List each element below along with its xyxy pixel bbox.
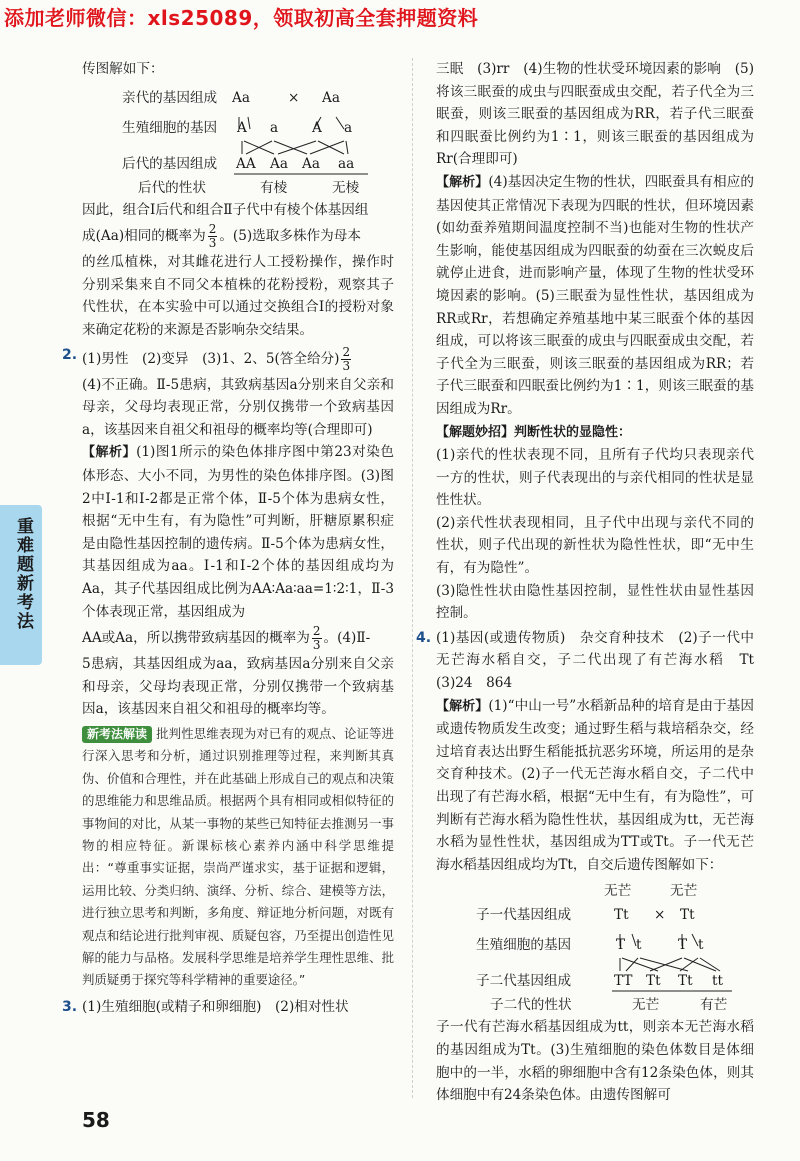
q2-answer-line2: (4)不正确。Ⅱ-5患病，其致病基因a分别来自父亲和母亲，父母均表现正常，分别仅携带一个致病基因a，该基因来自祖父和祖母的概率均等(合理即可) — [82, 376, 394, 438]
offspring-3: Aa — [302, 155, 320, 172]
side-tab — [0, 505, 42, 665]
promo-banner-text: 添加老师微信：xls25089，领取初高全套押题资料 — [4, 6, 479, 30]
offspring-2: Aa — [270, 155, 288, 172]
f2-offspring-4: tt — [712, 973, 723, 990]
cross-diagram-2 — [436, 876, 754, 994]
gamete-label: 生殖细胞的基因 — [122, 119, 218, 136]
trait-smooth: 无棱 — [332, 179, 360, 196]
gamete-3: A — [312, 119, 322, 136]
fraction-two-thirds — [208, 223, 218, 250]
parent-genotype-label: 亲代的基因组成 — [122, 89, 218, 106]
trait-awnless: 无芒 — [632, 997, 660, 1014]
para-1b — [82, 221, 394, 251]
right-column — [416, 58, 768, 1107]
q2-answer-line1 — [82, 344, 394, 374]
q3-continued: 三眠 (3)rr (4)生物的性状受环境因素的影响 (5)将该三眠蚕的成虫与四眠蚕成虫交配，若子代全为三眠蚕，则该三眠蚕的基因组成为RR，若子代三眠蚕和四眠蚕比例约为1∶1，则该三眠蚕的基因组成为Rr(合理即可) — [436, 61, 754, 168]
f2-trait-label: 子二代的性状 — [490, 997, 572, 1014]
cross-diagram-1 — [82, 81, 394, 177]
q2-analysis-b-post: 。(4)Ⅱ- — [323, 630, 371, 647]
question-3-number: 3. — [62, 998, 78, 1015]
trait-row-2 — [436, 994, 754, 1016]
q2-fraction — [341, 346, 351, 373]
offspring-trait-label: 后代的性状 — [138, 179, 206, 196]
tip-point-2: (2)亲代性状表现相同，且子代中出现与亲代不同的性状，则子代出现的新性状为隐性性状，即“无中生有，有为隐性”。 — [436, 514, 754, 577]
new-exam-note — [82, 723, 394, 992]
gamete-label-2: 生殖细胞的基因 — [476, 937, 572, 954]
para-1a: 因此，组合Ⅰ后代和组合Ⅱ子代中有棱个体基因组 — [82, 201, 369, 218]
gamete-2: a — [270, 119, 279, 136]
q2-analysis-fraction — [312, 625, 322, 652]
q4-analysis-end: 子一代有芒海水稻基因组成为tt，则亲本无芒海水稻的基因组成为Tt。(3)生殖细胞的染色体数目是体细胞中的一半，水稻的卵细胞中含有12条染色体，则其体细胞中有24条染色体。由遗传图解可 — [436, 1019, 754, 1104]
q4-analysis-tag: 【解析】 — [436, 698, 489, 714]
new-exam-note-tag: 新考法解读 — [82, 726, 152, 743]
cross-symbol-2: × — [654, 907, 666, 924]
q3-analysis-tag: 【解析】 — [436, 174, 489, 190]
q3-answer: (1)生殖细胞(或精子和卵细胞) (2)相对性状 — [82, 998, 349, 1015]
para-1b-post: 。(5)选取多株作为母本 — [219, 228, 361, 245]
tip-point-1: (1)亲代的性状表现不同，且所有子代均只表现亲代一方的性状，则子代表现出的与亲代相同的性状是显性性状。 — [436, 447, 754, 509]
parent-genotype-right: Aa — [322, 89, 340, 106]
question-3 — [62, 996, 394, 1019]
q2-analysis-frac-num: 2 — [312, 624, 321, 639]
q2-analysis-c: 5患病，其基因组成为aa，致病基因a分别来自父亲和母亲，父母均表现正常，分别仅携带一个致病基因a，该基因来自祖父和祖母的概率均等。 — [82, 656, 394, 718]
f2-offspring-2: Tt — [646, 973, 661, 990]
gamete-2-2: t — [636, 937, 642, 954]
fraction-num: 2 — [208, 222, 217, 237]
para-1c: 的丝瓜植株，对其雌花进行人工授粉操作，操作时分别采集来自不同父本植株的花粉授粉，观察其子代性状，在本实验中可以通过交换组合Ⅰ的授粉对象来确定花粉的来源是否影响杂交结果。 — [82, 254, 394, 338]
q3-analysis-text: (4)基因决定生物的性状，四眠蚕具有相应的基因使其正常情况下表现为四眠的性状，但环境因素(如幼蚕养殖期间温度控制不当)也能对生物的性状产生影响，能使基因组成为四眠蚕的幼蚕在三次蜕皮后就停止进食，进而影响产量，体现了生物的性状受环境因素的影响。(5)三眠蚕为显性性状，基因组成为RR或Rr，若想确定养殖基地中某三眠蚕个体的基因组成，可以将该三眠蚕的成虫与四眠蚕成虫交配，若子代全为三眠蚕，则该三眠蚕的基因组成为RR；若子代三眠蚕和四眠蚕比例约为1∶1，则该三眠蚕的基因组成为Rr。 — [436, 173, 754, 417]
tip-tag: 【解题妙招】判断性状的显隐性： — [436, 424, 632, 440]
q2-analysis-b-pre: AA或Aa，所以携带致病基因的概率为 — [82, 630, 310, 647]
column-divider — [412, 58, 413, 1098]
f1-genotype-right: Tt — [680, 907, 695, 924]
q4-answer: (1)基因(或遗传物质) 杂交育种技术 (2)子一代中无芒海水稻自交，子二代出现了有芒海水稻 Tt (3)24 864 — [436, 629, 768, 692]
question-2 — [62, 344, 394, 721]
left-column — [62, 58, 394, 1018]
q2-analysis — [82, 441, 394, 623]
f2-genotype-label: 子二代基因组成 — [476, 973, 572, 990]
parent-genotype-left: Aa — [232, 89, 250, 106]
question-2-number: 2. — [62, 346, 78, 363]
awnless-left: 无芒 — [604, 883, 632, 900]
gamete-2-1: T — [616, 937, 626, 954]
f2-offspring-1: TT — [614, 973, 633, 990]
cross-symbol: × — [288, 89, 300, 106]
offspring-4: aa — [338, 155, 355, 172]
f2-offspring-3: Tt — [678, 973, 693, 990]
q2-analysis-text: (1)图1所示的染色体排序图中第23对染色体形态、大小不同，为男性的染色体排序图。(3)图2中Ⅰ-1和Ⅰ-2都是正常个体，Ⅱ-5个体为患病女性，根据“无中生有，有为隐性”可判断，肝糖原累积症是由隐性基因控制的遗传病。Ⅱ-5个体为患病女性，其基因组成为aa。Ⅰ-1和Ⅰ-2个体的基因组成均为Aa，其子代基因组成比例为AA∶Aa∶aa=1∶2∶1，Ⅱ-3个体表现正常，基因组成为 — [82, 444, 394, 620]
f1-genotype-left: Tt — [614, 907, 629, 924]
gamete-2-4: t — [698, 937, 704, 954]
q4-analysis — [436, 695, 754, 877]
q2-analysis-b — [82, 623, 394, 653]
promo-banner — [0, 0, 800, 34]
fraction-den: 3 — [208, 236, 217, 251]
offspring-genotype-label: 后代的基因组成 — [122, 155, 218, 172]
para-1b-pre: 成(Aa)相同的概率为 — [82, 228, 206, 245]
trait-awned: 有芒 — [700, 997, 728, 1014]
page-number: 58 — [82, 1108, 110, 1132]
awnless-right: 无芒 — [670, 883, 698, 900]
tip-title — [436, 421, 754, 445]
f1-genotype-label: 子一代基因组成 — [476, 907, 572, 924]
gamete-1: A — [237, 119, 247, 136]
diagram-intro: 传图解如下： — [82, 61, 164, 77]
side-tab-label: 重难题新考法 — [13, 517, 33, 631]
q2-frac-num: 2 — [342, 344, 351, 359]
q2-frac-den: 3 — [342, 358, 351, 373]
q2-line1-text: (1)男性 (2)变异 (3)1、2、5(答全给分) — [82, 350, 340, 367]
tip-point-3: (3)隐性性状由隐性基因控制，显性性状由显性基因控制。 — [436, 582, 754, 622]
q2-analysis-tag: 【解析】 — [82, 445, 137, 461]
question-4-number: 4. — [416, 629, 432, 646]
trait-ridged: 有棱 — [260, 179, 288, 196]
q2-analysis-frac-den: 3 — [312, 638, 321, 653]
gamete-4: a — [344, 119, 353, 136]
q4-analysis-text: (1)“中山一号”水稻新品种的培育是由于基因或遗传物质发生改变；通过野生稻与栽培稻杂交，经过培育表达出野生稻能抵抗恶劣环境，所运用的是杂交育种技术。(2)子一代无芒海水稻自交，子二代中出现了有芒海水稻，根据“无中生有，有为隐性”，可判断有芒海水稻为隐性性状，基因组成为tt，无芒海水稻为显性性状，基因组成为TT或Tt。子一代无芒海水稻基因组成均为Tt，自交后遗传图解如下： — [436, 697, 754, 873]
new-exam-note-text: 批判性思维表现为对已有的观点、论证等进行深入思考和分析，通过识别推理等过程，来判断其真伪、价值和合理性，并在此基础上形成自己的观点和决策的思维能力和思维品质。根据两个具有相同或相似特征的事物间的对比，从某一事物的某些已知特征去推测另一事物的相应特征。新课标核心素养内涵中科学思维提出：“尊重事实证据，崇尚严谨求实，基于证据和逻辑，运用比较、分类归纳、演绎、分析、综合、建模等方法，进行独立思考和判断，多角度、辩证地分析问题，对既有观点和结论进行批判审视、质疑包容，乃至提出创造性见解的能力与品格。发展科学思维是培养学生理性思维、批判质疑勇于探究等科学精神的重要途径。” — [82, 725, 394, 988]
question-4 — [416, 627, 768, 877]
gamete-2-3: T — [678, 937, 688, 954]
q3-analysis — [436, 171, 754, 421]
offspring-1: AA — [236, 155, 256, 172]
trait-row-1 — [82, 177, 394, 199]
